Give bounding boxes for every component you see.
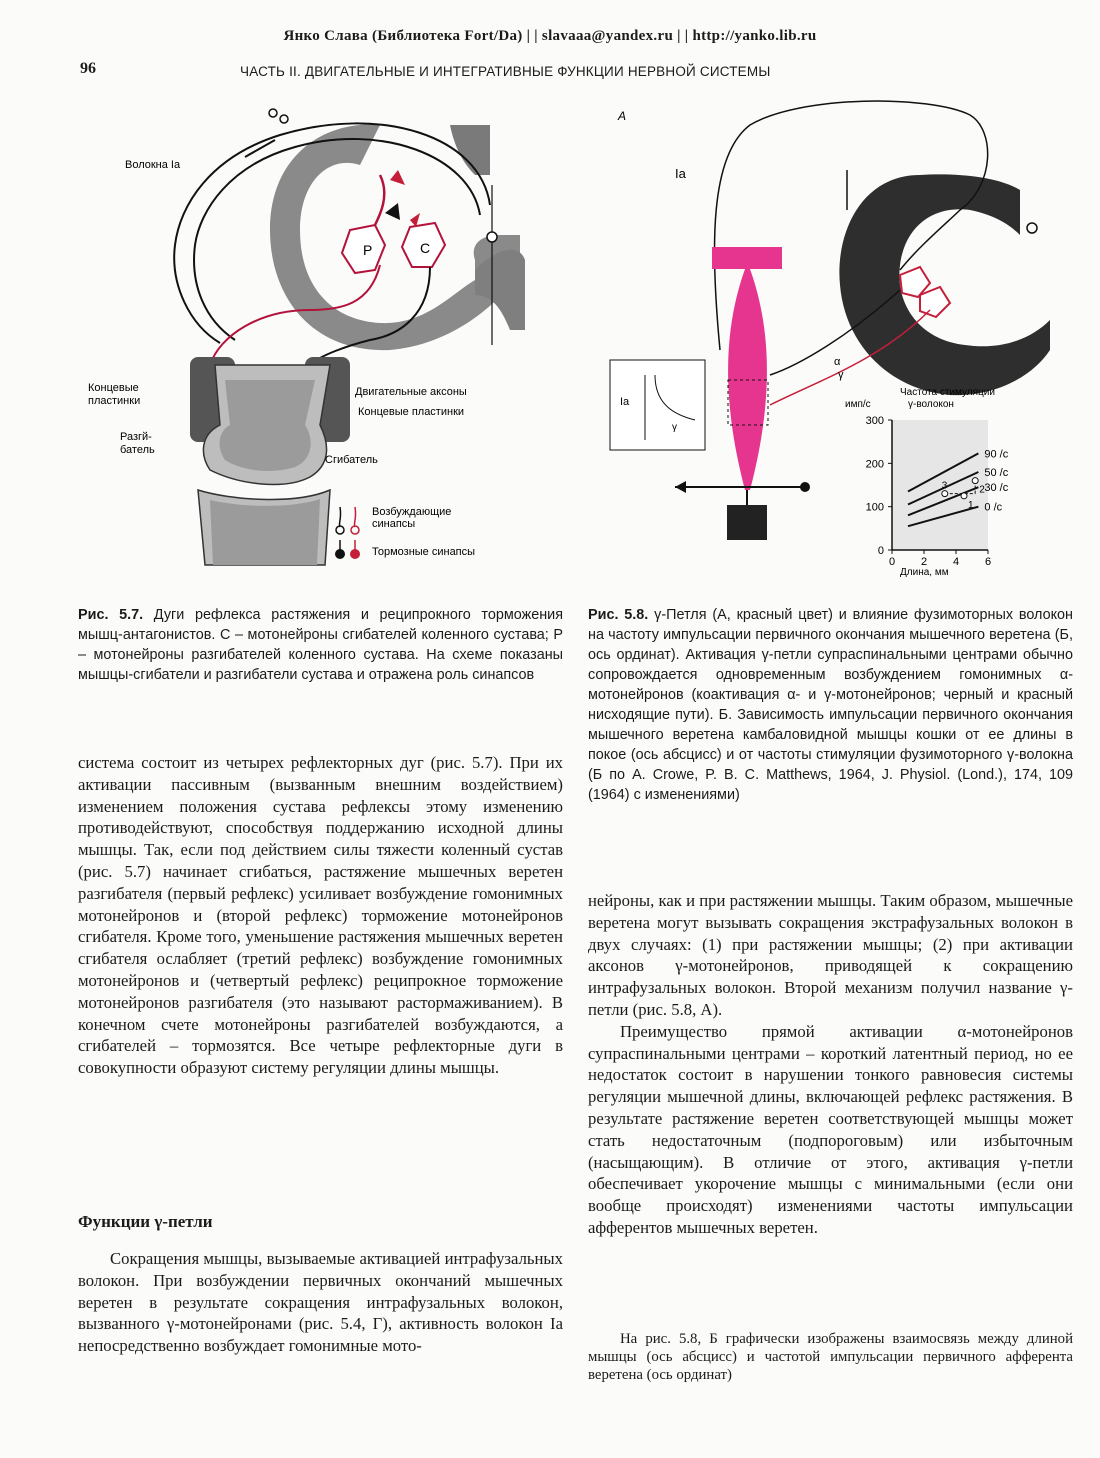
label-ia-inset: Ia: [620, 396, 630, 408]
spinal-cord: [839, 174, 1050, 395]
chart-plot-area: [892, 420, 988, 550]
chart-ylabel: имп/с: [845, 399, 871, 410]
label-gamma: γ: [838, 369, 844, 381]
synapse-legend: [335, 506, 475, 559]
chart-point-marker: [972, 478, 978, 484]
chart-point-marker: [961, 493, 967, 499]
muscle-tendon-bar: [712, 247, 782, 269]
left-column-text: [78, 752, 563, 1079]
left-column-text-2: [78, 1248, 563, 1357]
chart-point-label: 3: [941, 480, 948, 492]
chart-x-tick-label: 4: [952, 556, 960, 568]
label-c: C: [420, 240, 431, 256]
label-a: А: [618, 109, 627, 123]
label-ia: Ia: [675, 166, 686, 181]
left-paragraph-2: Сокращения мышцы, вызываемые активацией интрафузальных волокон. При возбуждении первичных окончаний мышечных веретен в результате сокращения интрафузальных волокон, вызванного γ-мотонейронами (рис. 5.4, Г), активность волокон Ia непосредственно возбуждает гомонимные мото-: [78, 1249, 563, 1356]
label-end-plates-left-1: Концевые: [88, 382, 139, 394]
caption-fig-5-7-label: Рис. 5.7.: [78, 607, 144, 623]
caption-fig-5-8: [588, 605, 1073, 805]
weight: [727, 505, 767, 540]
left-paragraph-1: система состоит из четырех рефлекторных дуг (рис. 5.7). При их активации пассивным (вызванным внешним воздействием) изменением положения сустава рефлексы этому изменению противодействуют, способствуя поддержанию исходной длины мышцы. Так, если под действием силы тяжести коленный сустав (рис. 5.7) начинает сгибаться, растяжение мышечных веретен разгибателя (первый рефлекс) усиливает возбуждение гомонимных мотонейронов и (второй рефлекс) торможение мотонейронов сгибателя. Кроме того, уменьшение растяжения мышечных веретен сгибателя ослабляет (третий рефлекс) возбуждение гомонимных мотонейронов и (четвертый рефлекс) реципрокное торможение мотонейронов разгибателя (это называют растормаживанием). В конечном счете мотонейроны разгибателей возбуждаются, а сгибателей – тормозятся. Все четыре рефлекторные дуги в совокупности образуют систему регуляции длины мышцы.: [78, 753, 563, 1078]
label-extensor-1: Разгй-: [120, 431, 152, 443]
right-paragraph-3: На рис. 5.8, Б графически изображены взаимосвязь между длиной мышцы (ось абсцисс) и частотой импульсации первичного афферента веретена (ось ординат): [588, 1331, 1073, 1383]
chart-b: [866, 415, 1009, 568]
label-excitatory-1: Возбуждающие: [372, 506, 452, 518]
label-end-plates-left-2: пластинки: [88, 395, 141, 407]
section-heading: Функции γ-петли: [78, 1212, 213, 1231]
page-number: 96: [80, 60, 96, 77]
running-header: Янко Слава (Библиотека Fort/Da) | | slavaaa@yandex.ru | | http://yanko.lib.ru: [283, 28, 817, 44]
chart-series-label: 0 /c: [984, 501, 1003, 514]
chart-series-label: 90 /c: [984, 448, 1009, 461]
chart-y-tick-label: 100: [865, 501, 884, 514]
right-column-text: [588, 890, 1073, 1239]
caption-fig-5-8-label: Рис. 5.8.: [588, 607, 649, 623]
label-fibers-ia: Волокна Ia: [125, 159, 181, 171]
chart-x-tick-label: 6: [984, 556, 992, 568]
right-paragraph-1: нейроны, как и при растяжении мышцы. Таким образом, мышечные веретена могут вызывать сокращения экстрафузальных волокон в двух случаях: (1) при растяжении мышцы; (2) при активации аксонов γ-мотонейронов, приводящей к сокращению интрафузальных волокон. Второй механизм получил название γ-петли (рис. 5.8, А).: [588, 891, 1073, 1019]
chart-series-label: 30 /c: [984, 482, 1009, 495]
right-paragraph-2: Преимущество прямой активации α-мотонейронов супраспинальными центрами – короткий латентный период, но ее недостаток состоит в нарушении тонкого равновесия системы регуляции мышечной длины, включающей рефлекс растяжения. В результате растяжение веретен соответствующей мышцы может стать недостаточным (подпороговым) или избыточным (насыщающим). В отличие от этого, активация γ-петли обеспечивает укорочение мышцы с минимальными (если они вообще происходят) изменениями частоты импульсации афферентов мышечных веретен.: [588, 1021, 1073, 1237]
chart-x-tick-label: 0: [888, 556, 896, 568]
label-alpha: α: [834, 356, 841, 368]
chart-y-tick-label: 300: [865, 415, 884, 427]
caption-fig-5-8-text: γ-Петля (А, красный цвет) и влияние фузимоторных волокон на частоту импульсации первичного окончания мышечного веретена (Б, ось ординат). Активация γ-петли супраспинальными центрами обычно сопровождается одновременным возбуждением гомонимных α-мотонейронов (коактивация α- и γ-мотонейронов; черный и красный нисходящие пути). Б. Зависимость импульсации первичного окончания мышечного веретена камбаловидной мышцы кошки от ее длины в покое (ось абсцисс) и от частоты стимуляции фузимоторного γ-волокна (Б по A. Crowe, P. B. C. Matthews, 1964, J. Physiol. (Lond.), 174, 109 (1964) с изменениями): [588, 607, 1074, 803]
part-title: ЧАСТЬ II. ДВИГАТЕЛЬНЫЕ И ИНТЕГРАТИВНЫЕ ФУНКЦИИ НЕРВНОЙ СИСТЕМЫ: [240, 64, 771, 79]
label-gamma-inset: γ: [672, 422, 677, 433]
label-flexor: Сгибатель: [325, 454, 378, 466]
label-motor-axons: Двигательные аксоны: [355, 386, 467, 398]
label-freq-title-1: Частота стимуляции: [900, 387, 995, 398]
label-inhibitory: Тормозные синапсы: [372, 546, 476, 558]
chart-series-label: 50 /c: [984, 467, 1009, 479]
right-column-small-text: [588, 1330, 1073, 1384]
chart-x-tick-label: 2: [920, 556, 928, 568]
label-excitatory-2: синапсы: [372, 518, 416, 530]
chart-y-tick-label: 200: [865, 458, 884, 471]
figure-5-7: [80, 95, 550, 570]
label-freq-title-2: γ-волокон: [908, 399, 954, 410]
label-p: P: [363, 242, 373, 258]
chart-y-tick-label: 0: [877, 545, 884, 557]
label-extensor-2: батель: [120, 444, 155, 456]
caption-fig-5-7: [78, 605, 563, 685]
figure-5-8: [600, 95, 1070, 595]
caption-fig-5-7-text: Дуги рефлекса растяжения и реципрокного торможения мышц-антагонистов. С – мотонейроны сгибателей коленного сустава; Р – мотонейроны разгибателей коленного сустава. На схеме показаны мышцы-сгибатели и разгибатели сустава и отражена роль синапсов: [78, 607, 564, 683]
chart-point-label: 1: [968, 499, 974, 511]
label-end-plates-right: Концевые пластинки: [358, 406, 465, 418]
chart-point-label: 2: [979, 484, 985, 496]
chart-xlabel: Длина, мм: [900, 567, 949, 578]
